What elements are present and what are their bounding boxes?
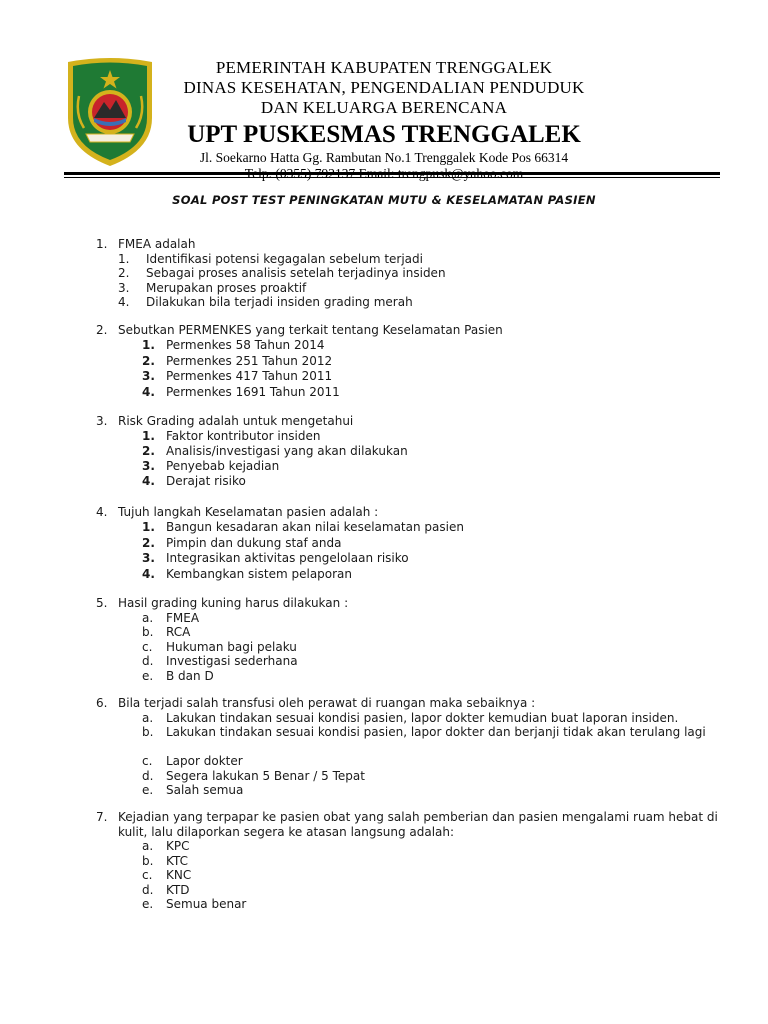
option-marker: e.	[142, 668, 154, 683]
option-text: Permenkes 58 Tahun 2014	[166, 338, 325, 352]
option-marker: 2.	[142, 444, 155, 458]
letterhead-divider-thin	[64, 177, 720, 178]
option-text: Penyebab kejadian	[166, 459, 280, 473]
option-text: Permenkes 1691 Tahun 2011	[166, 384, 340, 399]
option-text: Segera lakukan 5 Benar / 5 Tepat	[166, 768, 365, 783]
option-text: Permenkes 251 Tahun 2012	[166, 353, 333, 368]
option-marker: c.	[142, 868, 153, 882]
option-text: Pimpin dan dukung staf anda	[166, 535, 342, 550]
option-text: Integrasikan aktivitas pengelolaan risiko	[166, 551, 409, 565]
option-text: Dilakukan bila terjadi insiden grading merah	[146, 295, 413, 309]
option-marker: e.	[142, 783, 154, 797]
letterhead-divider-thick	[64, 172, 720, 175]
question-number: 3.	[96, 414, 108, 428]
option-marker: 1.	[142, 338, 155, 352]
option-text: KPC	[166, 839, 190, 853]
option-marker: 4.	[142, 474, 155, 488]
option-marker: 3.	[142, 551, 155, 565]
letterhead-institution-name: UPT PUSKESMAS TRENGGALEK	[187, 121, 581, 148]
option-marker: 3.	[118, 280, 130, 295]
letterhead-address: Jl. Soekarno Hatta Gg. Rambutan No.1 Trenggalek Kode Pos 66314	[199, 150, 569, 165]
letterhead	[160, 58, 608, 182]
option-text: Kembangkan sistem pelaporan	[166, 566, 353, 581]
question-number: 2.	[96, 323, 108, 337]
option-text: Faktor kontributor insiden	[166, 429, 321, 443]
option-text: KTD	[166, 882, 190, 897]
option-marker: 2.	[118, 266, 130, 280]
option-text: Permenkes 417 Tahun 2011	[166, 369, 333, 383]
option-marker: 3.	[142, 369, 155, 383]
question-text: Risk Grading adalah untuk mengetahui	[118, 414, 354, 428]
option-marker: 1.	[118, 251, 130, 266]
letterhead-line-1: PEMERINTAH KABUPATEN TRENGGALEK	[215, 58, 553, 77]
option-text: Merupakan proses proaktif	[146, 280, 307, 295]
option-text: KNC	[166, 868, 192, 882]
option-text: Derajat risiko	[166, 474, 246, 488]
document-title: SOAL POST TEST PENINGKATAN MUTU & KESELAMATAN PASIEN	[172, 193, 596, 207]
option-marker: c.	[142, 754, 153, 768]
option-marker: a.	[142, 839, 154, 853]
option-marker: 4.	[118, 295, 130, 309]
option-text: Analisis/investigasi yang akan dilakukan	[166, 444, 408, 458]
question-text: FMEA adalah	[118, 237, 196, 251]
option-text: Semua benar	[166, 897, 247, 911]
option-text: Lakukan tindakan sesuai kondisi pasien, lapor dokter dan berjanji tidak akan terulang lagi	[166, 725, 706, 739]
option-text: Hukuman bagi pelaku	[166, 639, 297, 654]
option-text: B dan D	[166, 668, 214, 683]
question-number: 6.	[96, 696, 108, 710]
option-marker: a.	[142, 610, 154, 625]
option-marker: b.	[142, 725, 154, 739]
option-marker: d.	[142, 768, 154, 783]
option-marker: d.	[142, 654, 154, 668]
question-text: Tujuh langkah Keselamatan pasien adalah :	[118, 505, 379, 519]
letterhead-line-3: DAN KELUARGA BERENCANA	[260, 98, 508, 117]
option-text: FMEA	[166, 610, 200, 625]
question-text: Hasil grading kuning harus dilakukan :	[118, 596, 349, 610]
option-marker: 1.	[142, 429, 155, 443]
option-marker: 4.	[142, 384, 155, 399]
option-marker: 4.	[142, 566, 155, 581]
option-marker: 3.	[142, 459, 155, 473]
option-marker: d.	[142, 882, 154, 897]
option-text: RCA	[166, 625, 191, 639]
question-text: Sebutkan PERMENKES yang terkait tentang Keselamatan Pasien	[118, 323, 503, 337]
option-text: Salah semua	[166, 783, 244, 797]
option-marker: b.	[142, 853, 154, 868]
kabupaten-trenggalek-crest-icon	[64, 56, 156, 168]
option-text: Sebagai proses analisis setelah terjadinya insiden	[146, 266, 446, 280]
option-text: Lapor dokter	[166, 754, 243, 768]
option-text: Investigasi sederhana	[166, 654, 298, 668]
option-text: KTC	[166, 853, 188, 868]
option-text: Identifikasi potensi kegagalan sebelum terjadi	[146, 251, 423, 266]
question-number: 5.	[96, 596, 108, 610]
letterhead-line-2: DINAS KESEHATAN, PENGENDALIAN PENDUDUK	[183, 78, 585, 97]
option-marker: 2.	[142, 353, 155, 368]
question-text: Kejadian yang terpapar ke pasien obat yang salah pemberian dan pasien mengalami ruam hebat di kulit, lalu dilaporkan segera ke atasan langsung adalah:	[118, 810, 718, 839]
option-text: Bangun kesadaran akan nilai keselamatan pasien	[166, 520, 464, 534]
question-number: 4.	[96, 505, 108, 519]
option-marker: 2.	[142, 535, 155, 550]
question-number: 7.	[96, 810, 108, 824]
option-marker: c.	[142, 639, 153, 654]
question-text: Bila terjadi salah transfusi oleh perawat di ruangan maka sebaiknya :	[118, 696, 536, 710]
question-number: 1.	[96, 237, 108, 251]
option-marker: b.	[142, 625, 154, 639]
option-text: Lakukan tindakan sesuai kondisi pasien, lapor dokter kemudian buat laporan insiden.	[166, 710, 679, 725]
option-marker: 1.	[142, 520, 155, 534]
option-marker: e.	[142, 897, 154, 911]
option-marker: a.	[142, 710, 154, 725]
